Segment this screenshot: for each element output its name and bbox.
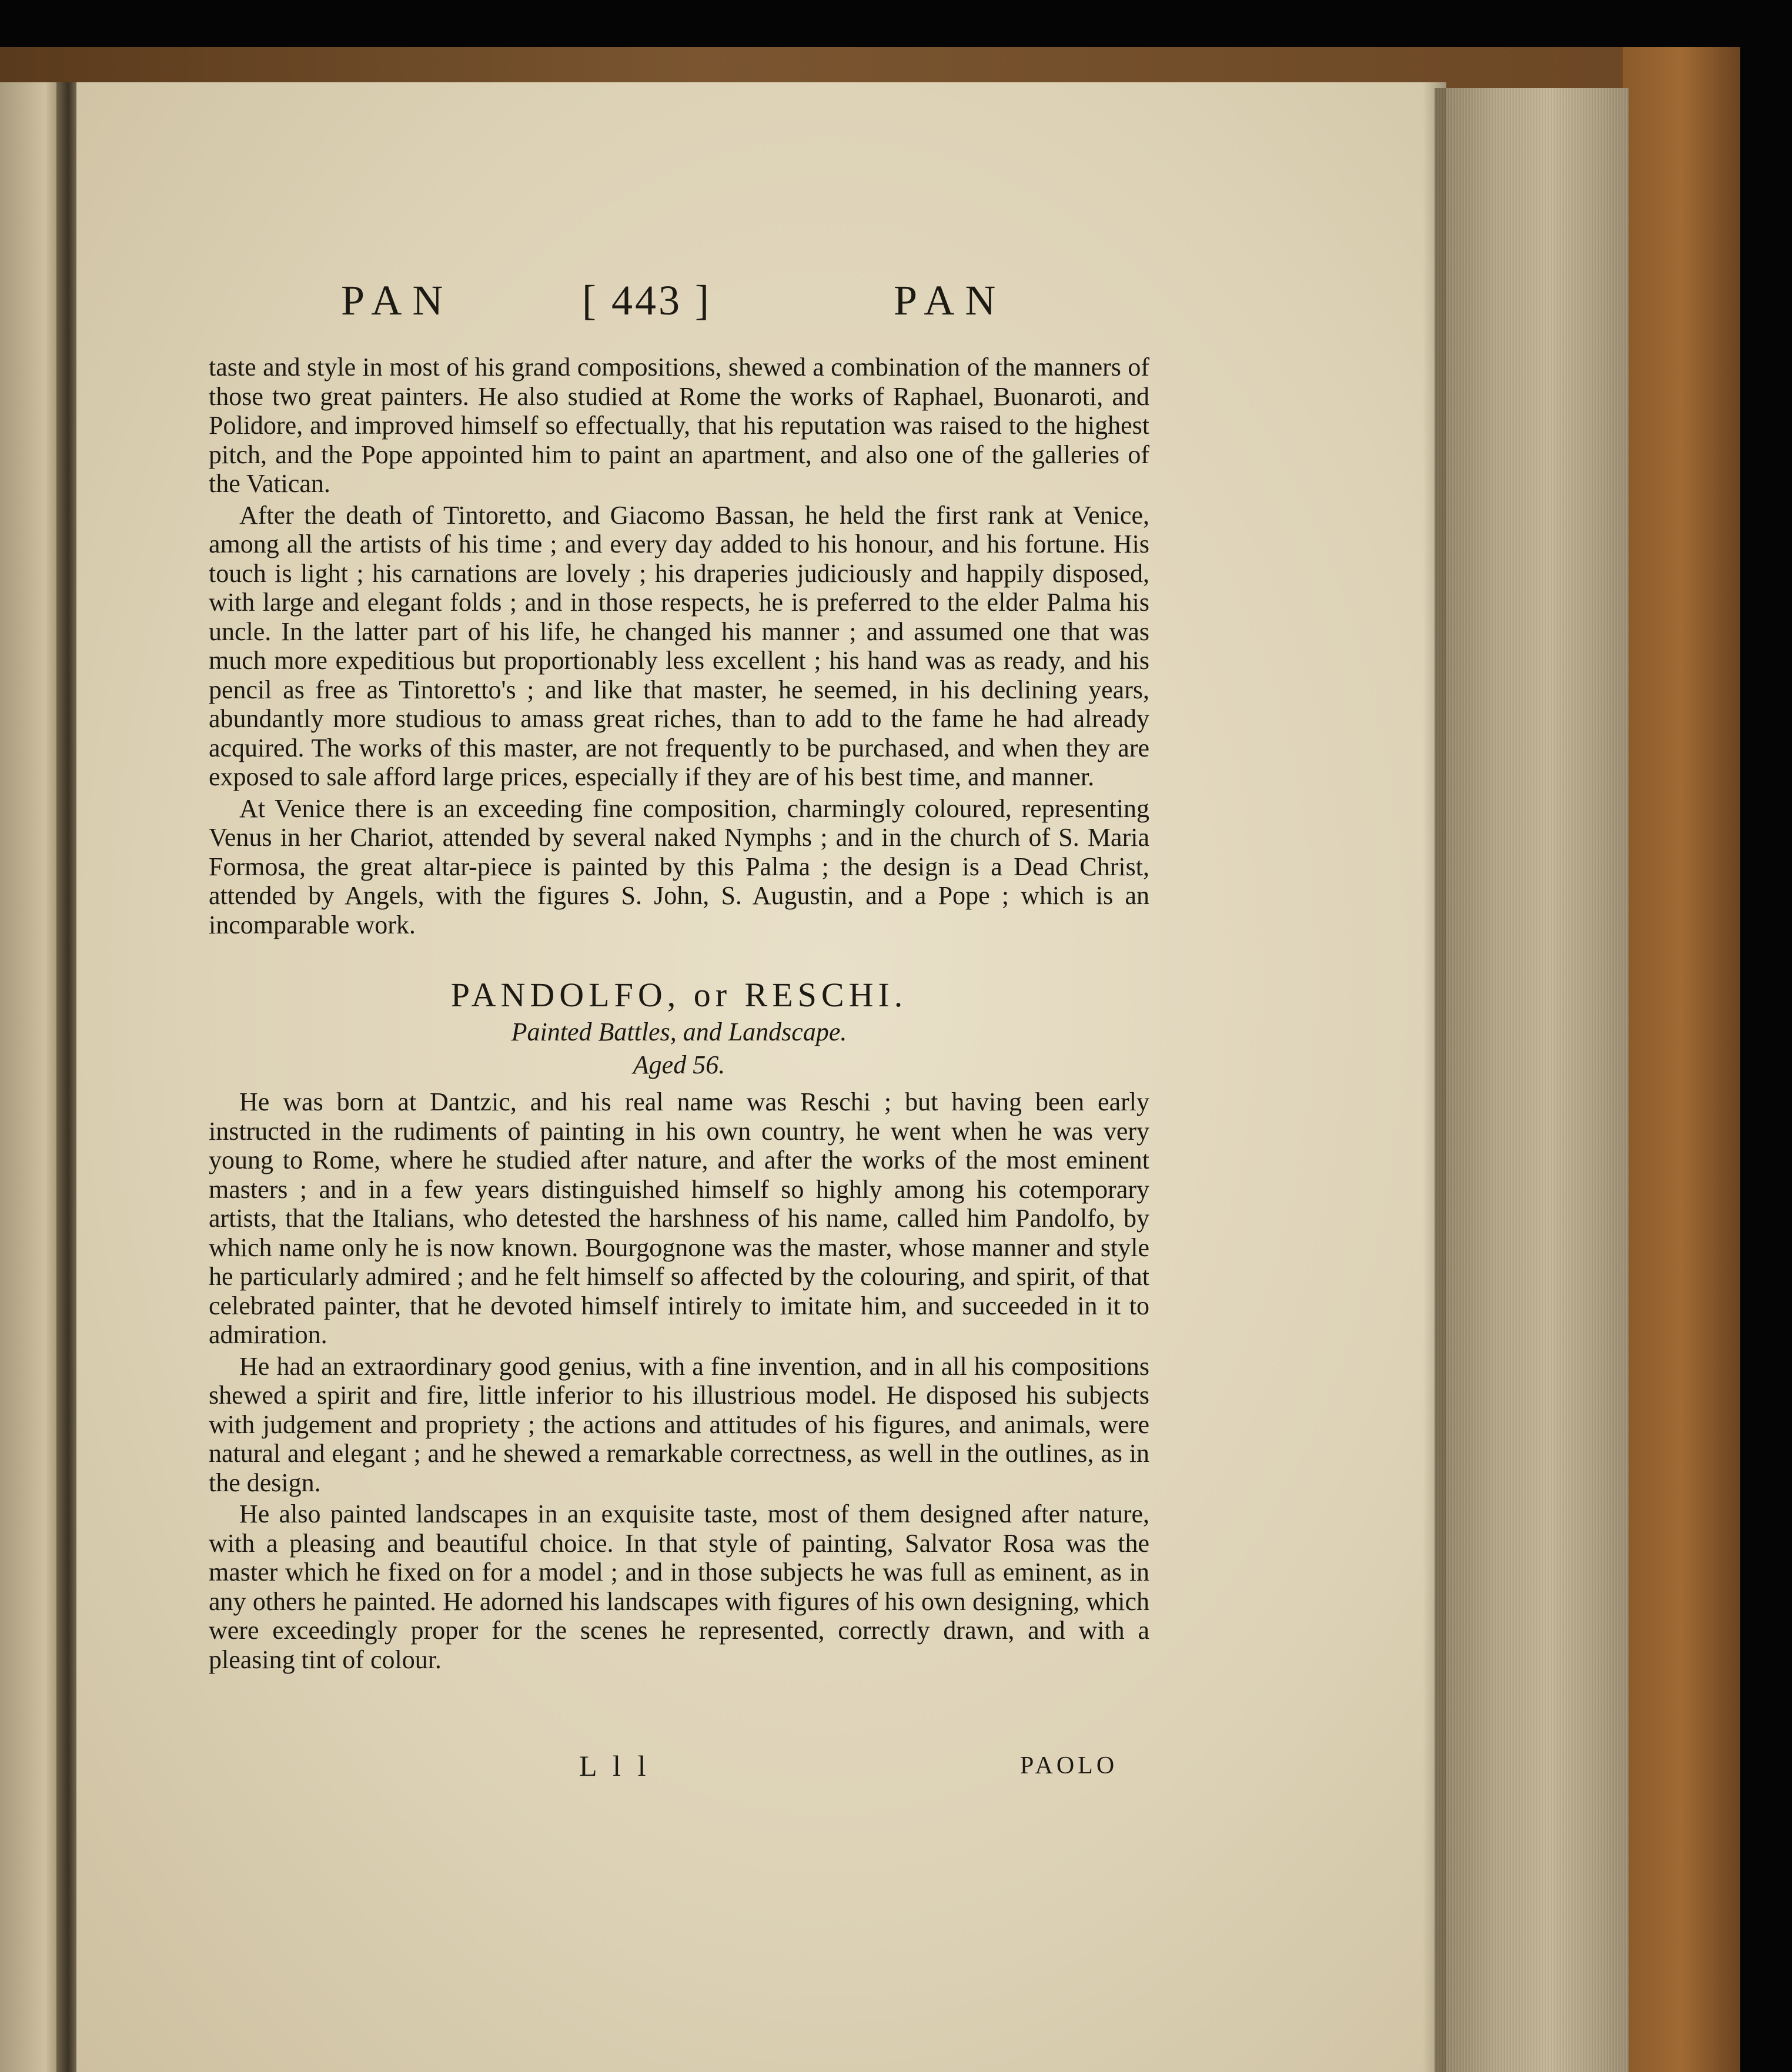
paragraph: He also painted landscapes in an exquisite taste, most of them designed after nature, with a pleasing and beautiful choice. In that style of painting, Salvator Rosa was the master which he fixed on for a model ; and in those subjects he was full as eminent, as in any others he painted. He adorned his landscapes with figures of his own designing, which were exceedingly proper for the scenes he represented, correctly drawn, and with a pleasing tint of colour. bbox=[209, 1499, 1149, 1674]
running-head-left: PAN bbox=[341, 277, 454, 324]
book-cover-edge bbox=[1623, 47, 1740, 2072]
paragraph: He had an extraordinary good genius, with a fine invention, and in all his compositions shewed a spirit and fire, little inferior to his illustrious model. He disposed his subjects with judgement and propriety ; the actions and attitudes of his figures, and animals, were natural and elegant ; and he shewed a remarkable correctness, as well in the outlines, as in the design. bbox=[209, 1351, 1149, 1497]
entry-subtitle: Painted Battles, and Landscape. bbox=[511, 1017, 847, 1046]
paragraph: He was born at Dantzic, and his real name was Reschi ; but having been early instructed in the rudiments of painting in his own country, he went when he was very young to Rome, where he studied after nature, and after the works of the most eminent masters ; and in a few years distinguished himself so highly among his cotemporary artists, that the Italians, who detested the harshness of his name, called him Pandolfo, by which name only he is now known. Bourgognone was the master, whose manner and style he particularly admired ; and he felt himself so affected by the colouring, and spirit, of that celebrated painter, that he devoted himself intirely to imitate him, and succeeded in it to admiration. bbox=[209, 1087, 1149, 1349]
entry-title: PANDOLFO, or RESCHI. bbox=[450, 976, 908, 1014]
page-edge-shadow bbox=[1423, 82, 1446, 2072]
signature-mark: L l l bbox=[579, 1749, 651, 1782]
page-number: [ 443 ] bbox=[582, 277, 711, 324]
page-body bbox=[209, 353, 1149, 1676]
running-head-right: PAN bbox=[894, 277, 1007, 324]
page-fore-edge bbox=[1435, 88, 1629, 2072]
paragraph: At Venice there is an exceeding fine composition, charmingly coloured, representing Venus in her Chariot, attended by several naked Nymphs ; and in the church of S. Maria Formosa, the great altar-piece is painted by this Palma ; the design is a Dead Christ, attended by Angels, with the figures S. John, S. Augustin, and a Pope ; which is an incomparable work. bbox=[209, 794, 1149, 939]
left-page-edge bbox=[0, 82, 65, 2072]
paragraph: After the death of Tintoretto, and Giacomo Bassan, he held the first rank at Venice, among all the artists of his time ; and every day added to his honour, and his fortune. His touch is light ; his carnations are lovely ; his draperies judiciously and happily disposed, with large and elegant folds ; and in those respects, he is preferred to the elder Palma his uncle. In the latter part of his life, he changed his manner ; and assumed one that was much more expeditious but proportionably less excellent ; his hand was as ready, and his pencil as free as Tintoretto's ; and like that master, he seemed, in his declining years, abundantly more studious to amass great riches, than to add to the fame he had already acquired. The works of this master, are not frequently to be purchased, and when they are exposed to sale afford large prices, especially if they are of his best time, and manner. bbox=[209, 500, 1149, 791]
entry-age: Aged 56. bbox=[633, 1050, 726, 1079]
paragraph: taste and style in most of his grand compositions, shewed a combination of the manners of those two great painters. He also studied at Rome the works of Raphael, Buonaroti, and Polidore, and improved himself so effectually, that his reputation was raised to the highest pitch, and the Pope appointed him to paint an apartment, and also one of the galleries of the Vatican. bbox=[209, 353, 1149, 498]
catchword: PAOLO bbox=[1020, 1752, 1118, 1779]
running-head bbox=[329, 276, 1035, 335]
entry-heading bbox=[209, 975, 1149, 1082]
